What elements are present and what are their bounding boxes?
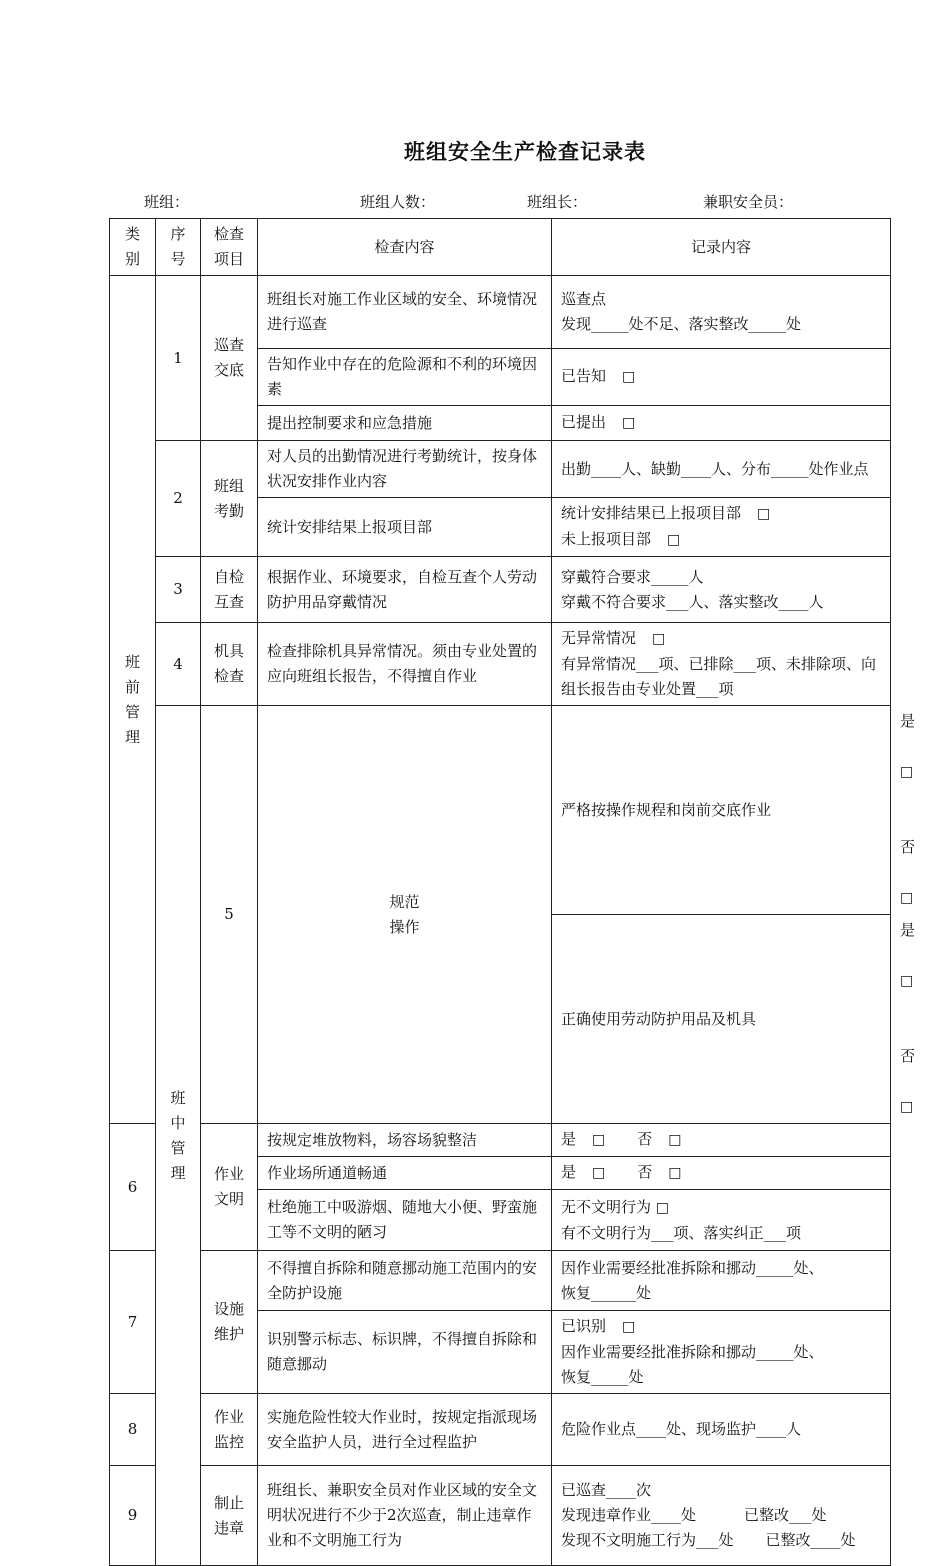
item-cell: 作业 监控 <box>201 1394 258 1466</box>
checkbox[interactable]: □ <box>900 890 914 906</box>
record-cell: 无异常情况 □ 有异常情况___项、已排除___项、未排除项、向组长报告由专业处置___项 <box>552 623 891 706</box>
table-row <box>110 1394 891 1466</box>
record-cell: 已提出 □ <box>552 406 891 441</box>
content-cell: 实施危险性较大作业时，按规定指派现场安全监护人员，进行全过程监护 <box>258 1394 552 1466</box>
seq-cell: 7 <box>110 1251 156 1394</box>
record-cell: 统计安排结果已上报项目部 □ 未上报项目部 □ <box>552 498 891 557</box>
table-row <box>110 441 891 498</box>
col-item-header: 检查 项目 <box>201 219 258 276</box>
col-content-header: 检查内容 <box>258 219 552 276</box>
item-cell: 机具 检查 <box>201 623 258 706</box>
checkbox[interactable]: □ <box>622 369 636 385</box>
record-cell: 是 □ 否 □ <box>552 1124 891 1157</box>
table-row <box>110 276 891 349</box>
record-cell: 巡查点 发现_____处不足、落实整改_____处 <box>552 276 891 349</box>
content-cell: 正确使用劳动防护用品及机具 <box>552 915 891 1124</box>
record-cell: 危险作业点____处、现场监护____人 <box>552 1394 891 1466</box>
table-row <box>110 1466 891 1566</box>
page-title: 班组安全生产检查记录表 <box>404 140 646 164</box>
category-pre-shift: 班 前 管 理 <box>110 276 156 1124</box>
checkbox[interactable]: □ <box>655 1199 670 1216</box>
checkbox[interactable]: □ <box>592 1165 606 1181</box>
safety-officer-label: 兼职安全员： <box>703 193 794 211</box>
content-cell: 班组长、兼职安全员对作业区域的安全文明状况进行不少于2次巡查，制止违章作业和不文明施工行为 <box>258 1466 552 1566</box>
col-category-header: 类 别 <box>110 219 156 276</box>
record-cell: 已巡查____次 发现违章作业____处 已整改___处 发现不文明施工行为___处 已整改____处 <box>552 1466 891 1566</box>
seq-cell: 3 <box>156 557 201 623</box>
inspection-record-table <box>109 218 916 1566</box>
checkbox[interactable]: □ <box>668 1165 682 1181</box>
content-cell: 提出控制要求和应急措施 <box>258 406 552 441</box>
table-row <box>110 1251 891 1311</box>
content-cell: 识别警示标志、标识牌，不得擅自拆除和随意挪动 <box>258 1311 552 1394</box>
content-cell: 告知作业中存在的危险源和不利的环境因素 <box>258 349 552 406</box>
seq-cell: 5 <box>201 706 258 1124</box>
content-cell: 检查排除机具异常情况。须由专业处置的应向班组长报告，不得擅自作业 <box>258 623 552 706</box>
content-cell: 杜绝施工中吸游烟、随地大小便、野蛮施工等不文明的陋习 <box>258 1190 552 1251</box>
content-cell: 根据作业、环境要求，自检互查个人劳动防护用品穿戴情况 <box>258 557 552 623</box>
item-cell: 巡查 交底 <box>201 276 258 441</box>
record-cell: 因作业需要经批准拆除和挪动_____处、 恢复______处 <box>552 1251 891 1311</box>
checkbox[interactable]: □ <box>667 532 681 548</box>
category-mid-shift: 班 中 管 理 <box>156 706 201 1566</box>
record-cell: 已识别 □ 因作业需要经批准拆除和挪动_____处、 恢复_____处 <box>552 1311 891 1394</box>
record-cell: 穿戴符合要求_____人 穿戴不符合要求___人、落实整改____人 <box>552 557 891 623</box>
checkbox[interactable]: □ <box>900 1099 914 1115</box>
item-cell: 制止 违章 <box>201 1466 258 1566</box>
seq-cell: 9 <box>110 1466 156 1566</box>
record-cell: 已告知 □ <box>552 349 891 406</box>
seq-cell: 6 <box>110 1124 156 1251</box>
content-cell: 作业场所通道畅通 <box>258 1157 552 1190</box>
content-cell: 严格按操作规程和岗前交底作业 <box>552 706 891 915</box>
table-row: 正确使用劳动防护用品及机具 是□否□ <box>110 915 891 1124</box>
content-cell: 不得擅自拆除和随意挪动施工范围内的安全防护设施 <box>258 1251 552 1311</box>
record-cell: 是 □ 否 □ <box>552 1157 891 1190</box>
item-cell: 设施 维护 <box>201 1251 258 1394</box>
item-cell: 规范 操作 <box>258 706 552 1124</box>
table-row <box>110 623 891 706</box>
seq-cell: 4 <box>156 623 201 706</box>
checkbox[interactable]: □ <box>900 973 914 989</box>
checkbox[interactable]: □ <box>652 631 666 647</box>
record-cell: 无不文明行为 □ 有不文明行为___项、落实纠正___项 <box>552 1190 891 1251</box>
table-header-row <box>110 219 891 276</box>
checkbox[interactable]: □ <box>900 764 914 780</box>
team-leader-label: 班组长： <box>527 193 588 211</box>
content-cell: 按规定堆放物料，场容场貌整洁 <box>258 1124 552 1157</box>
table-row <box>110 1124 891 1157</box>
seq-cell: 2 <box>156 441 201 557</box>
item-cell: 自检 互查 <box>201 557 258 623</box>
checkbox[interactable]: □ <box>757 506 771 522</box>
item-cell: 班组 考勤 <box>201 441 258 557</box>
content-cell: 对人员的出勤情况进行考勤统计，按身体状况安排作业内容 <box>258 441 552 498</box>
checkbox[interactable]: □ <box>592 1132 606 1148</box>
table-row: 班 中 管 理 5 规范 操作 严格按操作规程和岗前交底作业 是□否□ <box>110 706 891 915</box>
checkbox[interactable]: □ <box>622 415 636 431</box>
checkbox[interactable]: □ <box>622 1319 636 1335</box>
content-cell: 统计安排结果上报项目部 <box>258 498 552 557</box>
team-label: 班组： <box>144 193 190 211</box>
team-count-label: 班组人数： <box>360 193 436 211</box>
record-cell: 出勤____人、缺勤____人、分布_____处作业点 <box>552 441 891 498</box>
item-cell: 作业 文明 <box>201 1124 258 1251</box>
col-seq-header: 序 号 <box>156 219 201 276</box>
col-record-header: 记录内容 <box>552 219 891 276</box>
checkbox[interactable]: □ <box>668 1132 682 1148</box>
content-cell: 班组长对施工作业区域的安全、环境情况进行巡查 <box>258 276 552 349</box>
seq-cell: 8 <box>110 1394 156 1466</box>
table-row <box>110 557 891 623</box>
seq-cell: 1 <box>156 276 201 441</box>
